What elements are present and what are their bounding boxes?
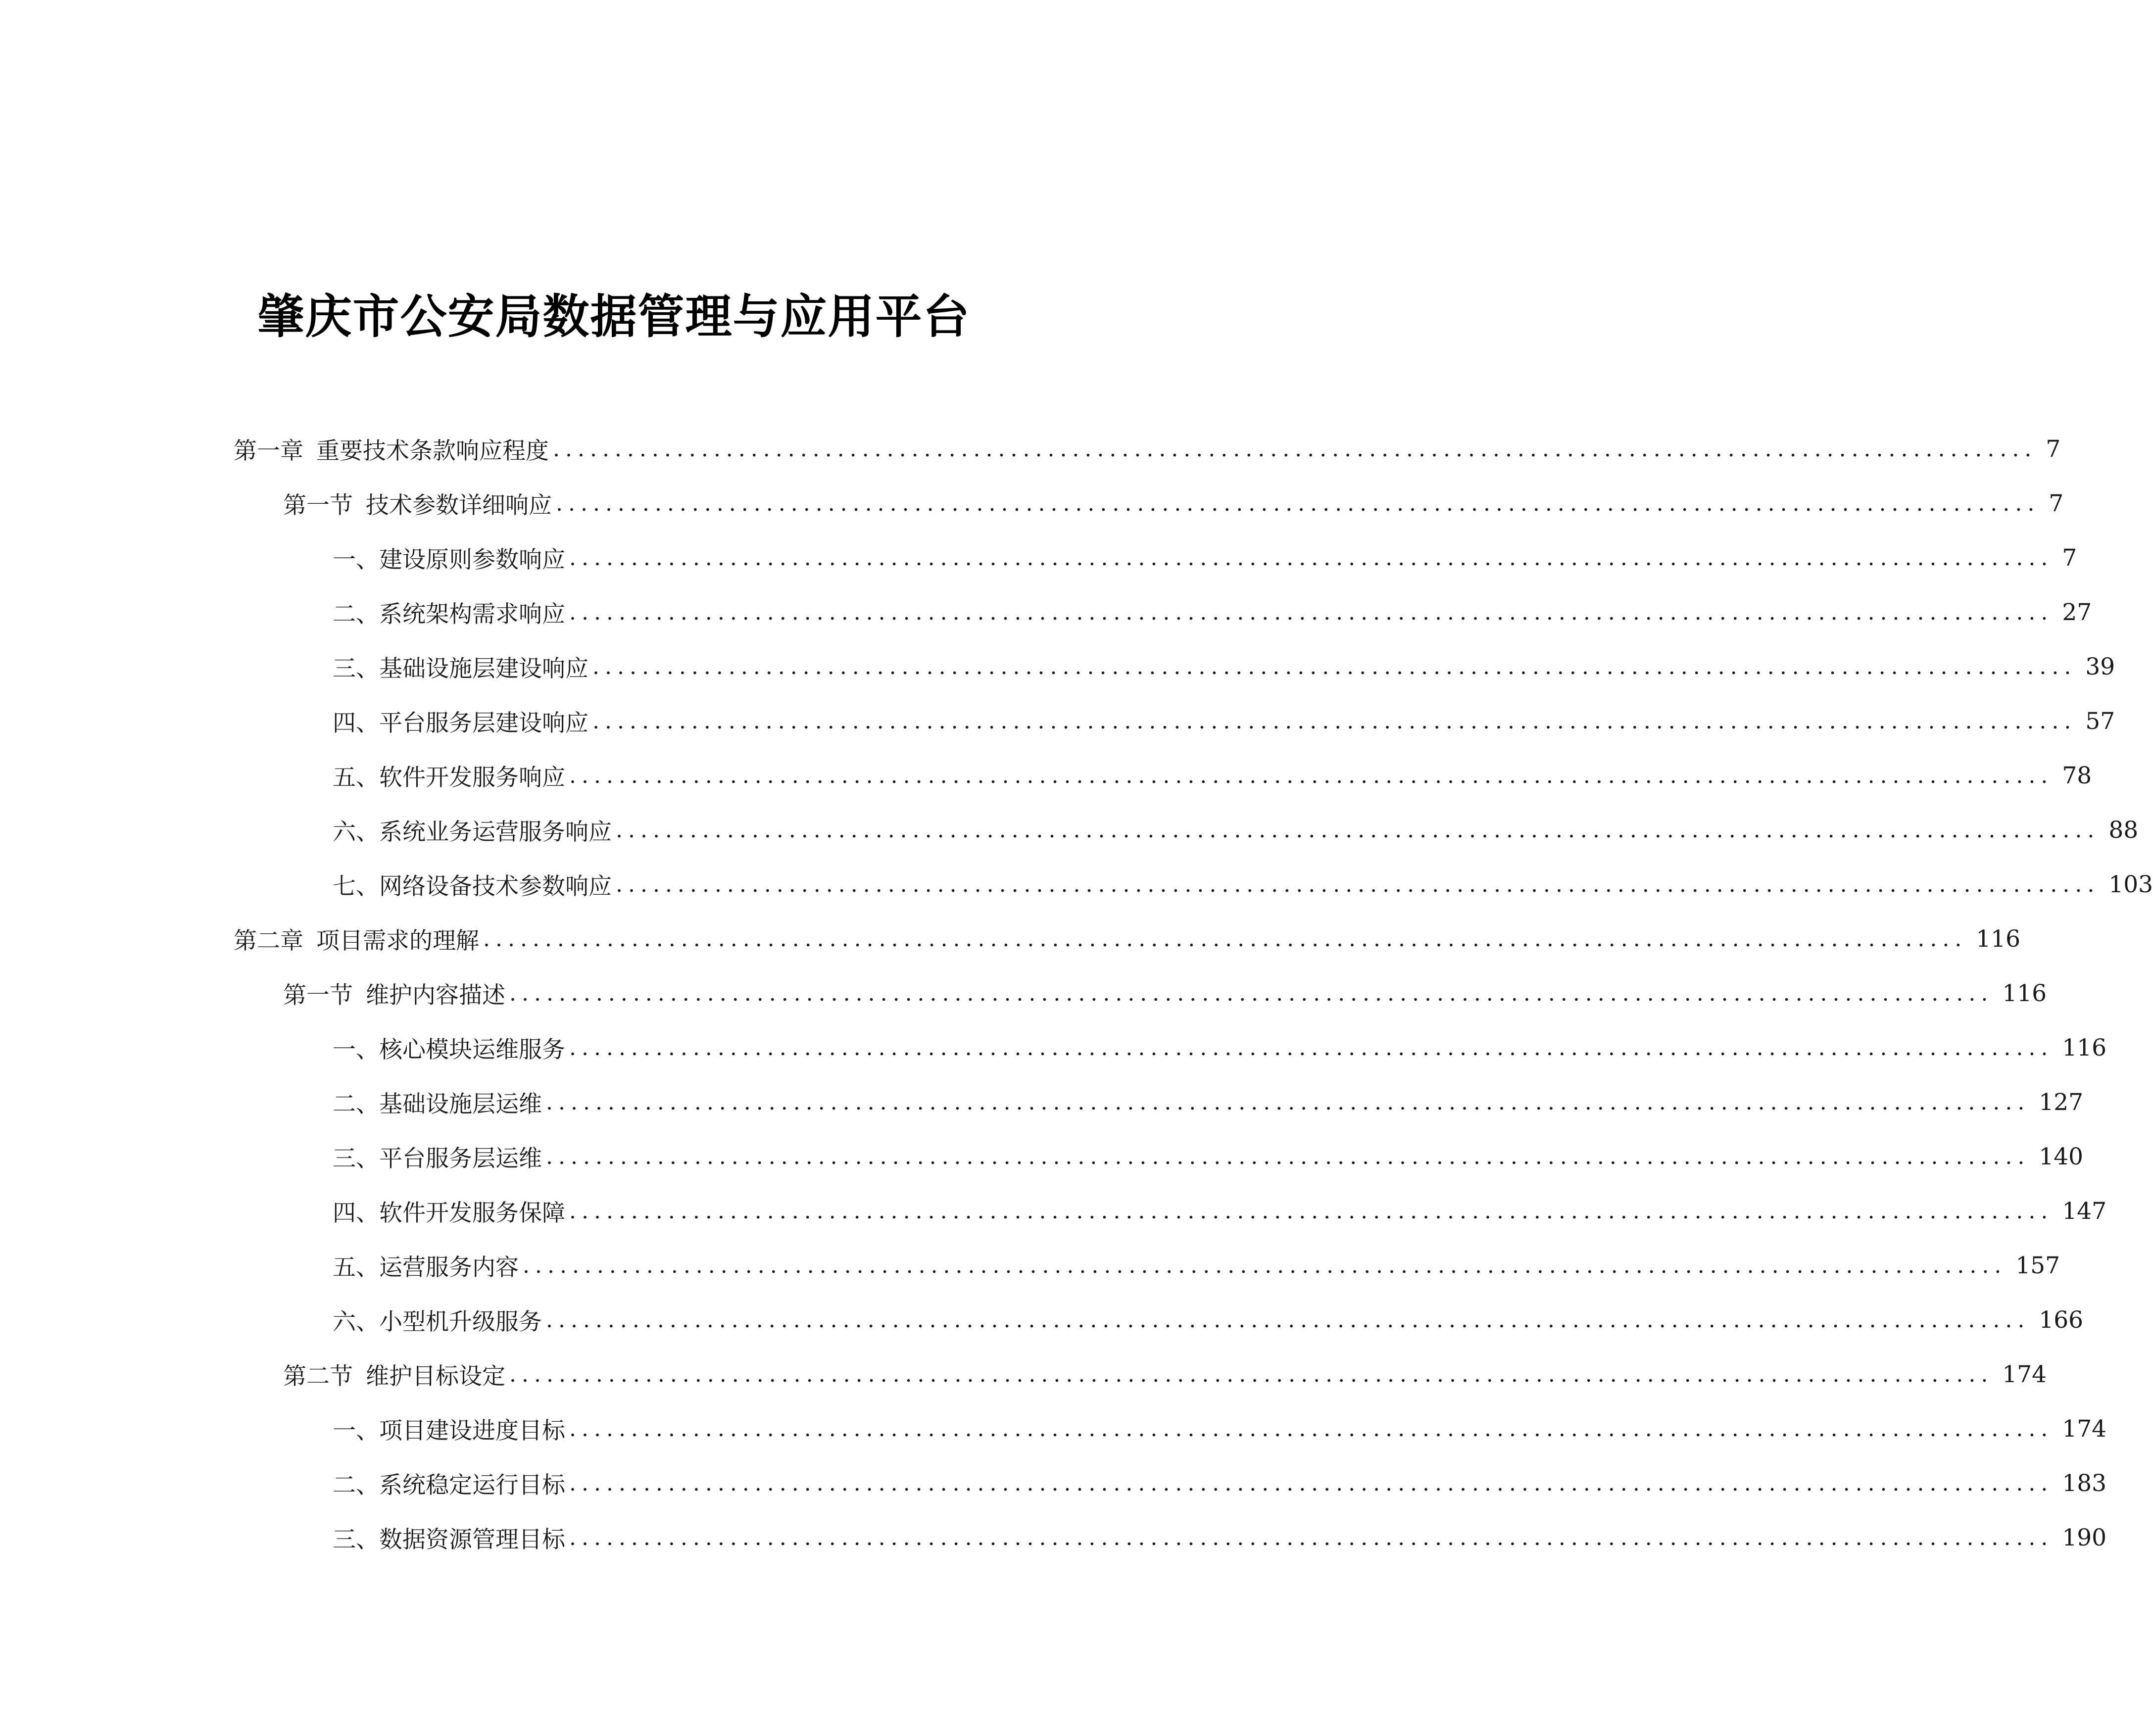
table-of-contents <box>0 422 2153 1565</box>
toc-entry-number: 三、 <box>333 1526 379 1553</box>
toc-entry-number: 三、 <box>333 1145 379 1172</box>
toc-entry-label: 建设原则参数响应 <box>379 546 565 574</box>
toc-entry[interactable] <box>0 1129 2084 1184</box>
toc-entry-page: 190 <box>2062 1524 2107 1551</box>
toc-entry-number: 二、 <box>333 1090 379 1118</box>
toc-entry-label: 数据资源管理目标 <box>379 1526 565 1553</box>
toc-leader-dots: ........................................................................................................................ <box>553 436 2037 462</box>
toc-entry-number: 七、 <box>333 872 379 900</box>
toc-entry[interactable] <box>0 1347 2047 1401</box>
toc-entry[interactable] <box>0 1075 2084 1129</box>
toc-entry[interactable] <box>0 422 2061 476</box>
toc-entry-label: 小型机升级服务 <box>379 1308 542 1336</box>
toc-entry-number: 四、 <box>333 709 379 737</box>
toc-leader-dots: ........................................................................................................................ <box>523 1253 2007 1278</box>
toc-entry-page: 140 <box>2039 1143 2084 1170</box>
toc-entry[interactable] <box>0 694 2115 748</box>
toc-leader-dots: ........................................................................................................................ <box>569 1198 2054 1224</box>
toc-entry[interactable] <box>0 1293 2084 1347</box>
toc-entry-page: 39 <box>2085 653 2115 680</box>
toc-entry-label: 网络设备技术参数响应 <box>379 872 612 900</box>
toc-leader-dots: ........................................................................................................................ <box>546 1089 2030 1115</box>
toc-entry[interactable] <box>0 1456 2107 1510</box>
page-title: 肇庆市公安局数据管理与应用平台 <box>257 289 971 344</box>
toc-entry[interactable] <box>0 1184 2107 1238</box>
toc-entry-page: 174 <box>2062 1415 2107 1443</box>
toc-entry[interactable] <box>0 912 2021 966</box>
toc-entry-page: 78 <box>2062 762 2092 789</box>
toc-entry-label: 运营服务内容 <box>379 1254 519 1281</box>
toc-entry-label: 平台服务层运维 <box>379 1145 542 1172</box>
toc-leader-dots: ........................................................................................................................ <box>569 1525 2054 1550</box>
toc-leader-dots: ........................................................................................................................ <box>569 1470 2054 1496</box>
toc-entry-label: 项目需求的理解 <box>316 927 479 955</box>
toc-entry-number: 五、 <box>333 764 379 791</box>
toc-entry-number: 六、 <box>333 818 379 846</box>
toc-entry-label: 项目建设进度目标 <box>379 1417 565 1445</box>
toc-leader-dots: ........................................................................................................................ <box>592 708 2077 734</box>
toc-entry-label: 软件开发服务响应 <box>379 764 565 791</box>
toc-entry[interactable] <box>0 803 2139 857</box>
toc-entry-number: 第一章 <box>234 437 303 465</box>
toc-entry-label: 核心模块运维服务 <box>379 1036 565 1063</box>
toc-entry-page: 27 <box>2062 598 2092 626</box>
toc-leader-dots: ........................................................................................................................ <box>569 1416 2054 1442</box>
toc-entry[interactable] <box>0 530 2077 585</box>
toc-entry-page: 7 <box>2062 544 2077 572</box>
toc-entry-label: 重要技术条款响应程度 <box>316 437 549 465</box>
toc-entry-page: 7 <box>2049 489 2064 517</box>
toc-leader-dots: ........................................................................................................................ <box>616 817 2100 843</box>
toc-entry-page: 88 <box>2108 816 2139 844</box>
toc-entry-page: 147 <box>2062 1197 2107 1225</box>
toc-entry-number: 一、 <box>333 546 379 574</box>
toc-entry[interactable] <box>0 857 2153 912</box>
toc-leader-dots: ........................................................................................................................ <box>483 926 1967 952</box>
toc-entry-page: 103 <box>2108 870 2153 898</box>
toc-entry[interactable] <box>0 1238 2060 1293</box>
toc-entry-number: 一、 <box>333 1036 379 1063</box>
toc-entry[interactable] <box>0 748 2092 803</box>
toc-entry-page: 183 <box>2062 1469 2107 1497</box>
toc-entry-number: 第二节 <box>283 1362 353 1390</box>
toc-leader-dots: ........................................................................................................................ <box>569 599 2054 625</box>
toc-leader-dots: ........................................................................................................................ <box>569 1035 2054 1061</box>
toc-entry-label: 平台服务层建设响应 <box>379 709 588 737</box>
toc-entry-page: 116 <box>2062 1034 2107 1061</box>
toc-entry[interactable] <box>0 585 2092 639</box>
toc-entry-label: 维护目标设定 <box>366 1362 505 1390</box>
toc-entry-number: 四、 <box>333 1199 379 1227</box>
toc-leader-dots: ........................................................................................................................ <box>509 1361 1994 1387</box>
toc-entry[interactable] <box>0 1401 2107 1456</box>
toc-entry-label: 技术参数详细响应 <box>366 491 552 519</box>
toc-entry-number: 五、 <box>333 1254 379 1281</box>
toc-entry-page: 57 <box>2085 707 2115 735</box>
toc-entry[interactable] <box>0 639 2115 694</box>
toc-leader-dots: ........................................................................................................................ <box>569 763 2054 788</box>
toc-leader-dots: ........................................................................................................................ <box>546 1144 2030 1169</box>
toc-entry-number: 六、 <box>333 1308 379 1336</box>
toc-leader-dots: ........................................................................................................................ <box>569 545 2054 571</box>
toc-entry-page: 116 <box>1976 925 2021 953</box>
toc-entry-number: 一、 <box>333 1417 379 1445</box>
toc-entry-label: 软件开发服务保障 <box>379 1199 565 1227</box>
toc-entry-number: 二、 <box>333 600 379 628</box>
toc-entry[interactable] <box>0 1020 2107 1075</box>
toc-entry-label: 基础设施层运维 <box>379 1090 542 1118</box>
toc-entry-page: 127 <box>2039 1088 2084 1116</box>
toc-entry-number: 第一节 <box>283 981 353 1009</box>
toc-leader-dots: ........................................................................................................................ <box>592 654 2077 679</box>
toc-leader-dots: ........................................................................................................................ <box>546 1307 2030 1333</box>
toc-entry-number: 第一节 <box>283 491 353 519</box>
toc-entry-label: 基础设施层建设响应 <box>379 655 588 682</box>
toc-entry[interactable] <box>0 476 2064 530</box>
toc-entry-number: 二、 <box>333 1471 379 1499</box>
toc-entry-label: 系统架构需求响应 <box>379 600 565 628</box>
toc-entry-label: 系统业务运营服务响应 <box>379 818 612 846</box>
toc-entry-number: 第二章 <box>234 927 303 955</box>
toc-entry-page: 157 <box>2015 1252 2060 1279</box>
toc-entry-number: 三、 <box>333 655 379 682</box>
toc-entry-page: 7 <box>2046 435 2061 463</box>
toc-entry-label: 维护内容描述 <box>366 981 505 1009</box>
toc-entry[interactable] <box>0 966 2047 1020</box>
toc-entry-page: 166 <box>2039 1306 2084 1334</box>
toc-leader-dots: ........................................................................................................................ <box>616 871 2100 897</box>
toc-entry-page: 116 <box>2002 979 2047 1007</box>
toc-entry[interactable] <box>0 1510 2107 1565</box>
toc-entry-page: 174 <box>2002 1360 2047 1388</box>
toc-entry-label: 系统稳定运行目标 <box>379 1471 565 1499</box>
toc-leader-dots: ........................................................................................................................ <box>509 980 1994 1006</box>
toc-leader-dots: ........................................................................................................................ <box>556 490 2040 516</box>
